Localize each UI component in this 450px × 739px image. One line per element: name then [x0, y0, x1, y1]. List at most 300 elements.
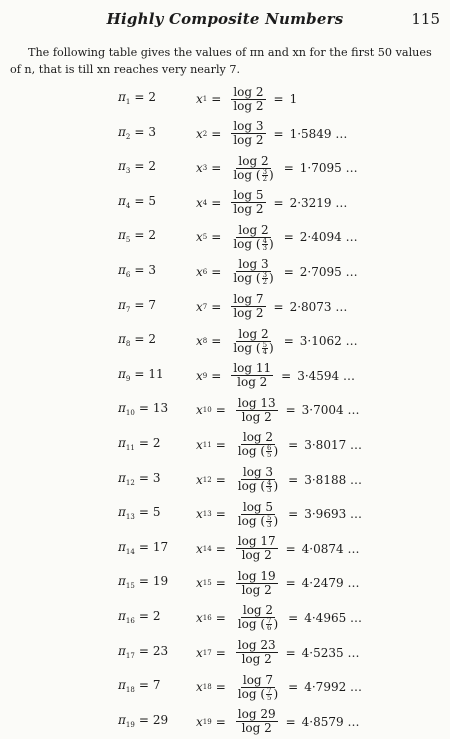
denominator-text: log — [237, 617, 257, 632]
x-subscript: 16 — [202, 613, 212, 622]
x-cell — [196, 497, 362, 531]
x-value: 3·8017 … — [304, 437, 363, 452]
equals-sign: = — [273, 195, 284, 210]
pi-subscript: 12 — [125, 478, 135, 487]
fraction-denominator — [236, 445, 280, 458]
paren-close: ) — [273, 686, 279, 701]
x-value: 3·9693 … — [304, 507, 363, 522]
x-subscript: 3 — [202, 164, 208, 173]
inner-fraction — [266, 618, 272, 631]
x-symbol: x — [196, 368, 203, 383]
fraction-denominator — [236, 480, 280, 493]
log-fraction — [231, 189, 265, 216]
log-fraction — [236, 674, 280, 701]
x-subscript: 14 — [202, 544, 212, 553]
equals-sign: = — [211, 299, 222, 314]
equals-sign: = — [211, 334, 222, 349]
pi-subscript: 14 — [125, 547, 135, 556]
pi-subscript: 3 — [125, 167, 131, 176]
paren-close: ) — [273, 617, 279, 632]
equals-sign: = — [288, 680, 299, 695]
table-row — [0, 670, 450, 705]
table-row — [0, 186, 450, 221]
x-value: 4·5235 … — [301, 645, 360, 660]
inner-denominator: 6 — [267, 624, 272, 633]
table-row — [0, 290, 450, 325]
fraction-numerator: log 5 — [242, 499, 274, 514]
denominator-text: log 2 — [241, 721, 272, 736]
denominator-text: log 2 — [241, 409, 272, 424]
x-cell — [196, 636, 359, 670]
pi-subscript: 13 — [125, 513, 135, 522]
x-value: 2·7095 … — [299, 264, 358, 279]
x-cell — [196, 601, 362, 635]
pi-symbol: π — [118, 505, 126, 520]
x-subscript: 7 — [202, 302, 208, 311]
fraction-denominator — [236, 515, 280, 528]
pi-subscript: 6 — [125, 270, 131, 279]
pi-cell — [118, 228, 188, 244]
inner-denominator: 2 — [262, 278, 268, 287]
fraction-numerator: log 2 — [233, 84, 264, 99]
table-row — [0, 151, 450, 186]
pi-symbol: π — [118, 297, 126, 312]
log-fraction — [231, 120, 265, 147]
pi-value: 23 — [152, 643, 169, 658]
inner-denominator: 3 — [262, 243, 268, 252]
pi-cell — [118, 644, 188, 660]
x-subscript: 9 — [202, 371, 208, 380]
fraction-denominator — [231, 238, 275, 251]
x-value: 2·4094 … — [299, 230, 358, 245]
pi-cell — [118, 367, 188, 383]
equals-sign: = — [138, 505, 149, 520]
inner-numerator: 5 — [262, 340, 268, 349]
x-symbol: x — [196, 680, 203, 695]
inner-denominator: 3 — [267, 486, 272, 495]
fraction-denominator — [231, 203, 265, 216]
table-row — [0, 255, 450, 290]
pi-subscript: 7 — [125, 305, 131, 314]
x-subscript: 11 — [202, 440, 212, 449]
pi-value: 2 — [152, 435, 161, 450]
fraction-numerator: log 2 — [242, 430, 274, 445]
pi-value: 11 — [148, 366, 164, 381]
fraction-denominator — [235, 376, 269, 389]
paren-open: ( — [252, 340, 261, 355]
denominator-text: log 2 — [237, 375, 268, 390]
equals-sign: = — [285, 541, 296, 556]
paren-close: ) — [273, 479, 279, 494]
denominator-text: log — [237, 513, 257, 528]
inner-fraction — [266, 515, 272, 528]
paren-close: ) — [273, 513, 279, 528]
equals-sign: = — [285, 714, 296, 729]
x-subscript: 13 — [202, 510, 212, 519]
x-cell — [196, 186, 347, 220]
table-row — [0, 393, 450, 428]
denominator-text: log — [233, 236, 253, 251]
pi-symbol: π — [118, 193, 126, 208]
inner-numerator: 6 — [267, 444, 272, 453]
pi-value: 7 — [148, 297, 157, 312]
fraction-denominator — [231, 342, 275, 355]
denominator-text: log 2 — [233, 306, 264, 321]
x-subscript: 4 — [202, 198, 208, 207]
inner-numerator: 5 — [267, 513, 272, 522]
equals-sign: = — [134, 332, 145, 347]
equals-sign: = — [215, 437, 226, 452]
equals-sign: = — [211, 368, 222, 383]
fraction-denominator — [236, 688, 280, 701]
x-value: 1 — [289, 92, 298, 106]
equals-sign: = — [211, 161, 222, 176]
paren-close: ) — [269, 236, 274, 251]
equals-sign: = — [134, 124, 145, 139]
x-cell — [196, 255, 358, 289]
pi-value: 3 — [148, 262, 157, 277]
paren-open: ( — [256, 617, 266, 632]
equals-sign: = — [134, 297, 145, 312]
x-cell — [196, 324, 358, 358]
denominator-text: log 2 — [241, 548, 272, 563]
equals-sign: = — [134, 228, 145, 243]
equals-sign: = — [283, 230, 294, 245]
fraction-denominator — [236, 618, 280, 631]
fraction-denominator — [240, 411, 274, 424]
log-fraction — [236, 639, 278, 666]
pi-cell — [118, 401, 188, 417]
pi-value: 2 — [148, 228, 157, 243]
equals-sign: = — [138, 435, 149, 450]
pi-cell — [118, 90, 188, 106]
denominator-text: log — [233, 340, 253, 355]
denominator-text: log 2 — [233, 133, 264, 148]
pi-value: 13 — [152, 401, 169, 416]
equals-sign: = — [288, 472, 299, 487]
pi-symbol: π — [118, 470, 126, 485]
running-title: Highly Composite Numbers — [106, 10, 344, 28]
inner-numerator: 4 — [267, 479, 272, 488]
pi-cell — [118, 436, 188, 452]
fraction-numerator: log 23 — [237, 638, 276, 652]
pi-value: 5 — [148, 193, 157, 208]
fraction-numerator: log 2 — [238, 326, 269, 341]
x-cell — [196, 117, 347, 151]
log-fraction — [231, 293, 265, 320]
denominator-text: log 2 — [233, 98, 264, 113]
pi-cell — [118, 713, 188, 729]
x-value: 4·7992 … — [304, 680, 363, 695]
equals-sign: = — [285, 403, 296, 418]
pi-symbol: π — [118, 90, 126, 104]
x-symbol: x — [196, 437, 203, 452]
fraction-denominator — [231, 100, 265, 113]
table-row — [0, 705, 450, 739]
x-cell — [196, 393, 359, 427]
paren-open: ( — [252, 236, 261, 251]
fraction-denominator — [240, 584, 274, 597]
paren-open: ( — [252, 167, 261, 182]
denominator-text: log 2 — [233, 202, 264, 217]
equals-sign: = — [283, 161, 294, 176]
inner-fraction — [262, 238, 268, 251]
paren-close: ) — [269, 167, 274, 182]
inner-denominator: 5 — [267, 693, 272, 702]
inner-numerator: 3 — [262, 271, 268, 280]
inner-denominator: 4 — [262, 347, 268, 356]
equals-sign: = — [211, 126, 222, 141]
x-symbol: x — [196, 507, 203, 522]
values-table — [0, 82, 450, 739]
pi-cell — [118, 298, 188, 314]
page-number: 115 — [411, 10, 440, 28]
x-symbol: x — [196, 126, 203, 141]
fraction-denominator — [240, 722, 274, 735]
x-subscript: 8 — [202, 337, 208, 346]
pi-symbol: π — [118, 228, 126, 243]
fraction-numerator: log 3 — [233, 119, 264, 134]
fraction-denominator — [231, 169, 275, 182]
fraction-numerator: log 7 — [242, 672, 274, 687]
fraction-denominator — [240, 549, 274, 562]
inner-numerator: 7 — [267, 686, 272, 695]
equals-sign: = — [283, 334, 294, 349]
log-fraction — [231, 155, 275, 182]
pi-value: 3 — [152, 470, 161, 485]
paren-close: ) — [269, 271, 274, 286]
denominator-text: log — [233, 167, 253, 182]
pi-value: 29 — [152, 712, 169, 727]
paren-close: ) — [269, 340, 274, 355]
x-cell — [196, 463, 362, 497]
x-value: 4·2479 … — [301, 576, 360, 591]
equals-sign: = — [215, 645, 226, 660]
x-subscript: 6 — [202, 267, 208, 276]
fraction-numerator: log 2 — [242, 603, 274, 618]
inner-numerator: 7 — [267, 617, 272, 626]
equals-sign: = — [138, 470, 149, 485]
log-fraction — [236, 501, 280, 528]
equals-sign: = — [138, 712, 149, 727]
equals-sign: = — [288, 437, 299, 452]
x-symbol: x — [196, 230, 203, 245]
log-fraction — [236, 604, 280, 631]
pi-value: 17 — [152, 539, 169, 554]
x-value: 4·4965 … — [304, 610, 363, 625]
table-row — [0, 497, 450, 532]
x-value: 4·0874 … — [301, 541, 360, 556]
equals-sign: = — [134, 90, 145, 104]
x-subscript: 12 — [202, 475, 212, 484]
inner-fraction — [266, 688, 272, 701]
equals-sign: = — [215, 576, 226, 591]
x-symbol: x — [196, 472, 203, 487]
table-row — [0, 117, 450, 152]
x-cell — [196, 151, 358, 185]
x-cell — [196, 670, 362, 704]
x-value: 3·8188 … — [304, 472, 363, 487]
pi-symbol: π — [118, 366, 126, 381]
denominator-text: log — [237, 444, 257, 459]
equals-sign: = — [211, 230, 222, 245]
table-row — [0, 428, 450, 463]
equals-sign: = — [288, 610, 299, 625]
x-subscript: 2 — [202, 129, 208, 138]
log-fraction — [236, 431, 280, 458]
pi-value: 7 — [152, 678, 161, 693]
fraction-numerator: log 19 — [237, 568, 276, 583]
pi-subscript: 8 — [125, 340, 131, 349]
equals-sign: = — [211, 92, 222, 106]
inner-fraction — [266, 480, 272, 493]
denominator-text: log — [233, 271, 253, 286]
pi-value: 19 — [152, 574, 169, 589]
x-subscript: 19 — [202, 717, 212, 726]
table-row — [0, 532, 450, 567]
fraction-numerator: log 5 — [233, 188, 264, 203]
pi-subscript: 16 — [125, 616, 135, 625]
pi-symbol: π — [118, 435, 126, 450]
pi-cell — [118, 471, 188, 487]
equals-sign: = — [273, 299, 284, 314]
table-row — [0, 82, 450, 117]
x-subscript: 18 — [202, 683, 212, 692]
pi-symbol: π — [118, 574, 126, 589]
pi-symbol: π — [118, 712, 126, 727]
x-cell — [196, 532, 359, 566]
table-row — [0, 566, 450, 601]
fraction-denominator — [240, 653, 274, 666]
pi-cell — [118, 678, 188, 694]
pi-cell — [118, 609, 188, 625]
equals-sign: = — [215, 507, 226, 522]
fraction-denominator — [231, 307, 265, 320]
x-value: 4·8579 … — [301, 714, 360, 729]
equals-sign: = — [134, 159, 145, 174]
x-subscript: 10 — [202, 406, 212, 415]
pi-symbol: π — [118, 332, 126, 347]
x-symbol: x — [196, 161, 203, 176]
log-fraction — [231, 224, 275, 251]
equals-sign: = — [285, 645, 296, 660]
log-fraction — [236, 570, 278, 597]
equals-sign: = — [138, 574, 149, 589]
paren-open: ( — [256, 444, 266, 459]
inner-numerator: 4 — [262, 236, 268, 245]
inner-fraction — [262, 272, 268, 285]
equals-sign: = — [138, 539, 149, 554]
pi-cell — [118, 194, 188, 210]
pi-subscript: 10 — [125, 409, 135, 418]
log-fraction — [236, 535, 278, 562]
table-row — [0, 220, 450, 255]
x-symbol: x — [196, 610, 203, 625]
x-cell — [196, 705, 359, 739]
log-fraction — [236, 708, 278, 735]
equals-sign: = — [134, 366, 145, 381]
pi-cell — [118, 505, 188, 521]
equals-sign: = — [138, 678, 149, 693]
fraction-numerator: log 17 — [237, 534, 276, 549]
paren-open: ( — [252, 271, 261, 286]
inner-fraction — [262, 169, 268, 182]
log-fraction — [231, 328, 275, 355]
pi-cell — [118, 332, 188, 348]
table-row — [0, 601, 450, 636]
pi-subscript: 15 — [125, 582, 135, 591]
pi-value: 2 — [152, 608, 161, 623]
pi-symbol: π — [118, 262, 126, 277]
paren-open: ( — [256, 686, 266, 701]
fraction-numerator: log 7 — [233, 292, 264, 307]
pi-cell — [118, 540, 188, 556]
x-value: 3·4594 … — [297, 368, 356, 383]
pi-value: 2 — [148, 90, 157, 104]
equals-sign: = — [215, 472, 226, 487]
table-row — [0, 359, 450, 394]
pi-value: 5 — [152, 505, 161, 520]
x-cell — [196, 290, 347, 324]
fraction-denominator — [231, 134, 265, 147]
denominator-text: log — [237, 686, 257, 701]
equals-sign: = — [134, 262, 145, 277]
equals-sign: = — [138, 643, 149, 658]
pi-symbol: π — [118, 124, 126, 139]
pi-symbol: π — [118, 159, 126, 174]
equals-sign: = — [215, 541, 226, 556]
denominator-text: log 2 — [241, 582, 272, 597]
fraction-numerator: log 2 — [238, 222, 269, 237]
pi-symbol: π — [118, 401, 126, 416]
denominator-text: log 2 — [241, 652, 272, 666]
pi-symbol: π — [118, 608, 126, 623]
paren-close: ) — [273, 444, 279, 459]
equals-sign: = — [138, 401, 149, 416]
fraction-numerator: log 29 — [237, 707, 276, 722]
x-symbol: x — [196, 576, 203, 591]
pi-subscript: 18 — [125, 686, 135, 695]
fraction-numerator: log 3 — [238, 257, 269, 272]
intro-paragraph: The following table gives the values of πn and xn for the first 50 values of n, that is till xn reaches very nearly 7. — [10, 46, 432, 76]
x-cell — [196, 359, 355, 393]
x-symbol: x — [196, 714, 203, 729]
x-subscript: 1 — [202, 95, 208, 103]
x-value: 2·8073 … — [289, 299, 348, 314]
pi-subscript: 11 — [125, 443, 135, 452]
x-subscript: 15 — [202, 579, 212, 588]
equals-sign: = — [285, 576, 296, 591]
paren-open: ( — [256, 479, 266, 494]
inner-denominator: 5 — [267, 451, 272, 460]
fraction-numerator: log 2 — [238, 153, 269, 168]
inner-numerator: 3 — [262, 167, 268, 176]
x-value: 1·7095 … — [299, 161, 358, 176]
pi-cell — [118, 574, 188, 590]
fraction-numerator: log 13 — [237, 395, 276, 410]
log-fraction — [231, 258, 275, 285]
pi-value: 2 — [148, 159, 157, 174]
pi-subscript: 4 — [125, 201, 131, 210]
log-fraction — [236, 466, 280, 493]
pi-symbol: π — [118, 539, 126, 554]
x-value: 2·3219 … — [289, 195, 348, 210]
inner-denominator: 2 — [262, 174, 268, 183]
table-row — [0, 324, 450, 359]
equals-sign: = — [138, 608, 149, 623]
log-fraction — [231, 86, 265, 113]
x-symbol: x — [196, 92, 203, 106]
